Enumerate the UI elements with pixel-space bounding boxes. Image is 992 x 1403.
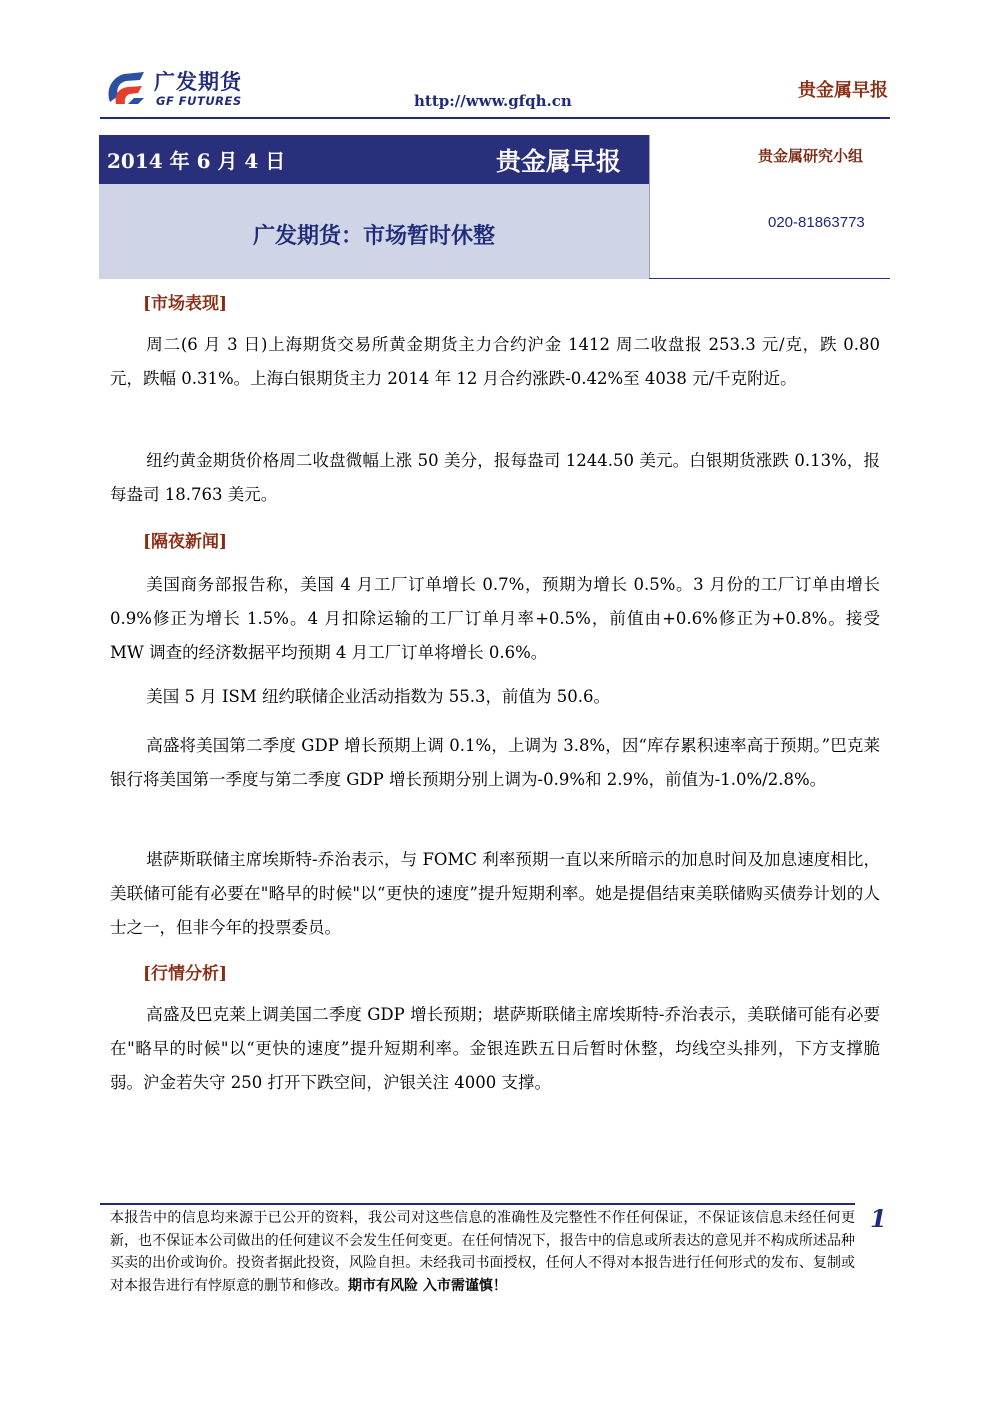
- logo-english-name: GF FUTURES: [156, 94, 242, 108]
- paragraph: 高盛将美国第二季度 GDP 增长预期上调 0.1%，上调为 3.8%，因“库存累积速率高于预期。”巴克莱银行将美国第一季度与第二季度 GDP 增长预期分别上调为-0.9%和 2.9%，前值为-1.0%/2.8%。: [110, 736, 880, 789]
- gf-logo-icon: [104, 68, 150, 108]
- research-group: 贵金属研究小组: [758, 147, 864, 165]
- header-divider: [100, 117, 890, 119]
- logo-chinese-name: 广发期货: [154, 70, 242, 94]
- paragraph: 周二(6 月 3 日)上海期货交易所黄金期货主力合约沪金 1412 周二收盘报 253.3 元/克，跌 0.80 元，跌幅 0.31%。上海白银期货主力 2014 年 12 月合约涨跌-0.42%至 4038 元/千克附近。: [110, 335, 880, 388]
- paragraph: 堪萨斯联储主席埃斯特-乔治表示，与 FOMC 利率预期一直以来所暗示的加息时间及加息速度相比，美联储可能有必要在"略早的时候"以“更快的速度”提升短期利率。她是提倡结束美联储购买债券计划的人士之一，但非今年的投票委员。: [110, 850, 880, 937]
- footer-divider: [100, 1203, 855, 1205]
- website-link[interactable]: http://www.gfqh.cn: [414, 92, 572, 110]
- paragraph: 纽约黄金期货价格周二收盘微幅上涨 50 美分，报每盎司 1244.50 美元。白银期货涨跌 0.13%，报每盎司 18.763 美元。: [110, 451, 880, 504]
- section-heading-market: [市场表现]: [143, 294, 228, 314]
- paragraph: 高盛及巴克莱上调美国二季度 GDP 增长预期；堪萨斯联储主席埃斯特-乔治表示，美联储可能有必要在"略早的时候"以“更快的速度”提升短期利率。金银连跌五日后暂时休整，均线空头排列，下方支撑脆弱。沪金若失守 250 打开下跌空间，沪银关注 4000 支撑。: [110, 1005, 880, 1092]
- company-logo: [104, 66, 264, 112]
- header-report-type: 贵金属早报: [798, 80, 888, 101]
- contact-phone: 020-81863773: [768, 214, 865, 231]
- report-date: 2014 年 6 月 4 日: [107, 149, 286, 173]
- contact-underline: [649, 278, 890, 279]
- report-type-title: 贵金属早报: [496, 147, 622, 176]
- disclaimer: [110, 1207, 855, 1297]
- report-title: 广发期货：市场暂时休整: [252, 223, 495, 249]
- page-number: 1: [870, 1204, 887, 1233]
- paragraph: 美国 5 月 ISM 纽约联储企业活动指数为 55.3，前值为 50.6。: [146, 687, 610, 706]
- section-heading-news: [隔夜新闻]: [143, 532, 228, 552]
- section-heading-analysis: [行情分析]: [143, 964, 228, 984]
- risk-warning: 期市有风险 入市需谨慎！: [348, 1277, 507, 1294]
- paragraph: 美国商务部报告称，美国 4 月工厂订单增长 0.7%，预期为增长 0.5%。3 月份的工厂订单由增长 0.9%修正为增长 1.5%。4 月扣除运输的工厂订单月率+0.5%，前值由+0.6%修正为+0.8%。接受 MW 调查的经济数据平均预期 4 月工厂订单将增长 0.6%。: [110, 575, 880, 662]
- title-block-divider: [649, 135, 650, 279]
- disclaimer-text: 本报告中的信息均来源于已公开的资料，我公司对这些信息的准确性及完整性不作任何保证，不保证该信息未经任何更新，也不保证本公司做出的任何建议不会发生任何变更。在任何情况下，报告中的信息或所表达的意见并不构成所述品种买卖的出价或询价。投资者据此投资，风险自担。未经我司书面授权，任何人不得对本报告进行任何形式的发布、复制或对本报告进行有悖原意的删节和修改。: [110, 1210, 855, 1294]
